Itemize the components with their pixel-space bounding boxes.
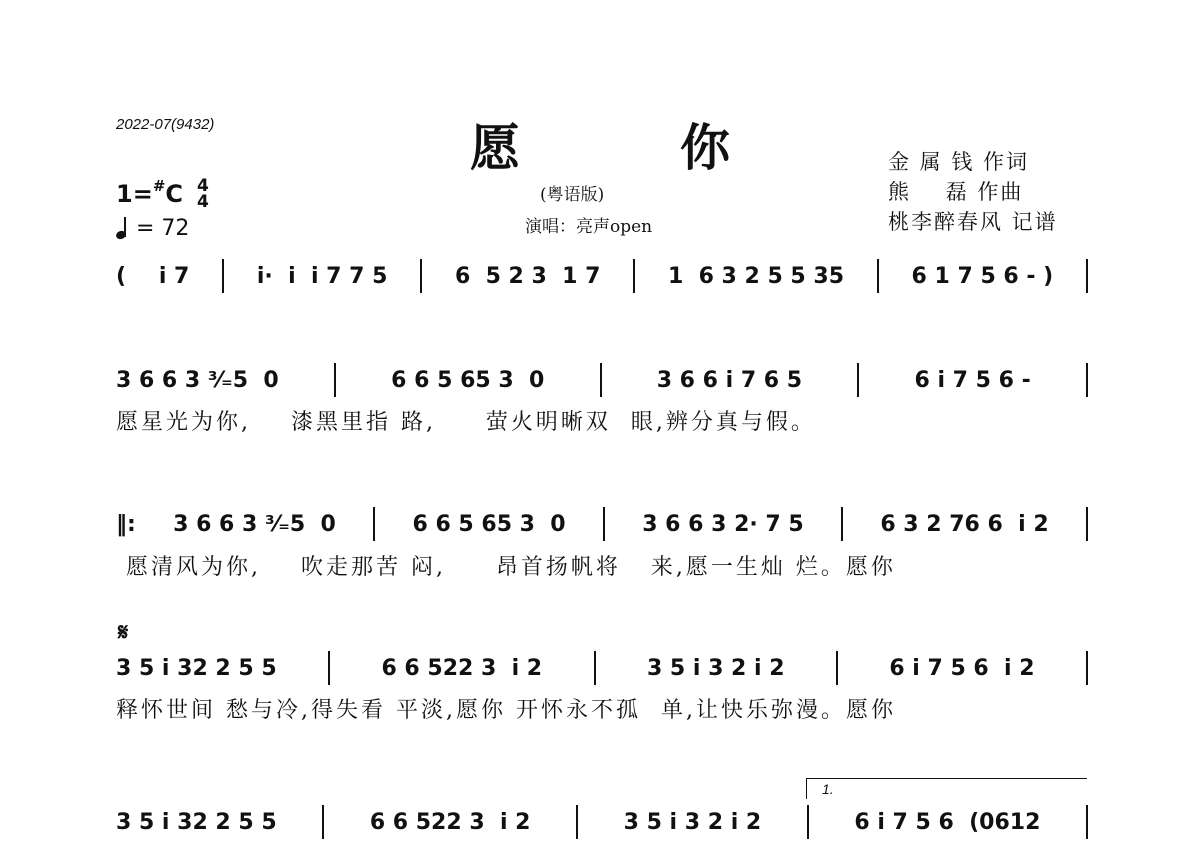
- time-beats: 4: [197, 176, 209, 196]
- subtitle: (粤语版): [540, 185, 605, 205]
- bar-line: [328, 651, 330, 685]
- bar-line: [222, 259, 224, 293]
- transcriber-credit: 桃李醉春风 记谱: [888, 210, 1058, 234]
- repeat-start: ‖:: [116, 511, 136, 537]
- bar-line: [334, 363, 336, 397]
- score-code: 2022-07(9432): [116, 116, 215, 133]
- staff-segment: 3 5 i 32 2 5 5: [116, 809, 277, 835]
- staff-line-2: [116, 362, 1088, 398]
- tempo-value: = 72: [136, 216, 190, 241]
- staff-segment: 3 6 6 3 2· 7 5: [642, 511, 804, 537]
- tempo-marking: [116, 216, 189, 241]
- lyricist-credit: 金 属 钱 作词: [888, 150, 1030, 174]
- time-unit: 4: [197, 192, 209, 212]
- staff-segment: 6 6 522 3 i 2: [381, 655, 543, 681]
- bar-line: [1086, 805, 1088, 839]
- bar-line: [603, 507, 605, 541]
- staff-line-3: [116, 506, 1088, 542]
- composer-credit: 熊 磊 作曲: [888, 180, 1024, 204]
- volta-label: 1.: [822, 781, 834, 797]
- staff-segment: 6 6 522 3 i 2: [369, 809, 531, 835]
- bar-line: [807, 805, 809, 839]
- staff-segment: 1 6 3 2 5 5 35: [667, 263, 845, 289]
- volta-bracket: [806, 778, 1087, 799]
- quarter-note-stem: [124, 217, 126, 237]
- staff-segment: i 7: [158, 263, 190, 289]
- key-note: C: [165, 180, 184, 208]
- bar-line: [857, 363, 859, 397]
- time-signature: [197, 178, 209, 210]
- staff-segment: 6 6 5 65 3 0: [412, 511, 566, 537]
- title-char-1: 愿: [470, 118, 520, 177]
- bar-line: [633, 259, 635, 293]
- bar-line: [1086, 363, 1088, 397]
- title-char-2: 你: [680, 118, 730, 177]
- lyric-line-2: 愿清风为你, 吹走那苦 闷, 昂首扬帆将 来,愿一生灿 烂。愿你: [116, 555, 896, 580]
- lyric-line-1: 愿星光为你, 漆黑里指 路, 萤火明晰双 眼,辨分真与假。: [116, 410, 816, 435]
- staff-segment: (: [116, 263, 127, 289]
- bar-line: [600, 363, 602, 397]
- song-title: [470, 108, 730, 180]
- staff-segment: 3 6 6 3 ³⁄₌5 0: [116, 367, 279, 393]
- bar-line: [594, 651, 596, 685]
- bar-line: [1086, 507, 1088, 541]
- key-equals: =: [132, 180, 153, 208]
- key-signature: [116, 178, 209, 210]
- staff-segment: 3 6 6 i 7 6 5: [656, 367, 803, 393]
- staff-segment: 3 5 i 3 2 i 2: [623, 809, 762, 835]
- staff-segment: 6 5 2 3 1 7: [454, 263, 601, 289]
- key-sharp: #: [152, 177, 166, 195]
- bar-line: [322, 805, 324, 839]
- staff-segment: 3 6 6 3 ³⁄₌5 0: [173, 511, 336, 537]
- bar-line: [1086, 259, 1088, 293]
- bar-line: [841, 507, 843, 541]
- staff-segment: i· i i 7 7 5: [256, 263, 388, 289]
- bar-line: [836, 651, 838, 685]
- staff-line-4: [116, 650, 1088, 686]
- bar-line: [1086, 651, 1088, 685]
- staff-line-1: [116, 258, 1088, 294]
- segno-icon: 𝄋: [118, 618, 129, 646]
- bar-line: [373, 507, 375, 541]
- staff-segment: 6 i 7 5 6 i 2: [889, 655, 1035, 681]
- bar-line: [877, 259, 879, 293]
- staff-segment: 6 1 7 5 6 - ): [911, 263, 1054, 289]
- staff-segment: 6 3 2 76 6 i 2: [880, 511, 1049, 537]
- staff-segment: 6 i 7 5 6 (0612: [854, 809, 1041, 835]
- staff-line-5: [116, 804, 1088, 840]
- staff-segment: 6 i 7 5 6 -: [914, 367, 1031, 393]
- lyric-line-3: 释怀世间 愁与冷,得失看 平淡,愿你 开怀永不孤 单,让快乐弥漫。愿你: [116, 698, 896, 723]
- staff-segment: 3 5 i 32 2 5 5: [116, 655, 277, 681]
- key-one: 1: [116, 180, 133, 208]
- singer: 演唱：亮声open: [525, 217, 653, 237]
- bar-line: [576, 805, 578, 839]
- staff-segment: 6 6 5 65 3 0: [391, 367, 545, 393]
- bar-line: [420, 259, 422, 293]
- staff-segment: 3 5 i 3 2 i 2: [646, 655, 785, 681]
